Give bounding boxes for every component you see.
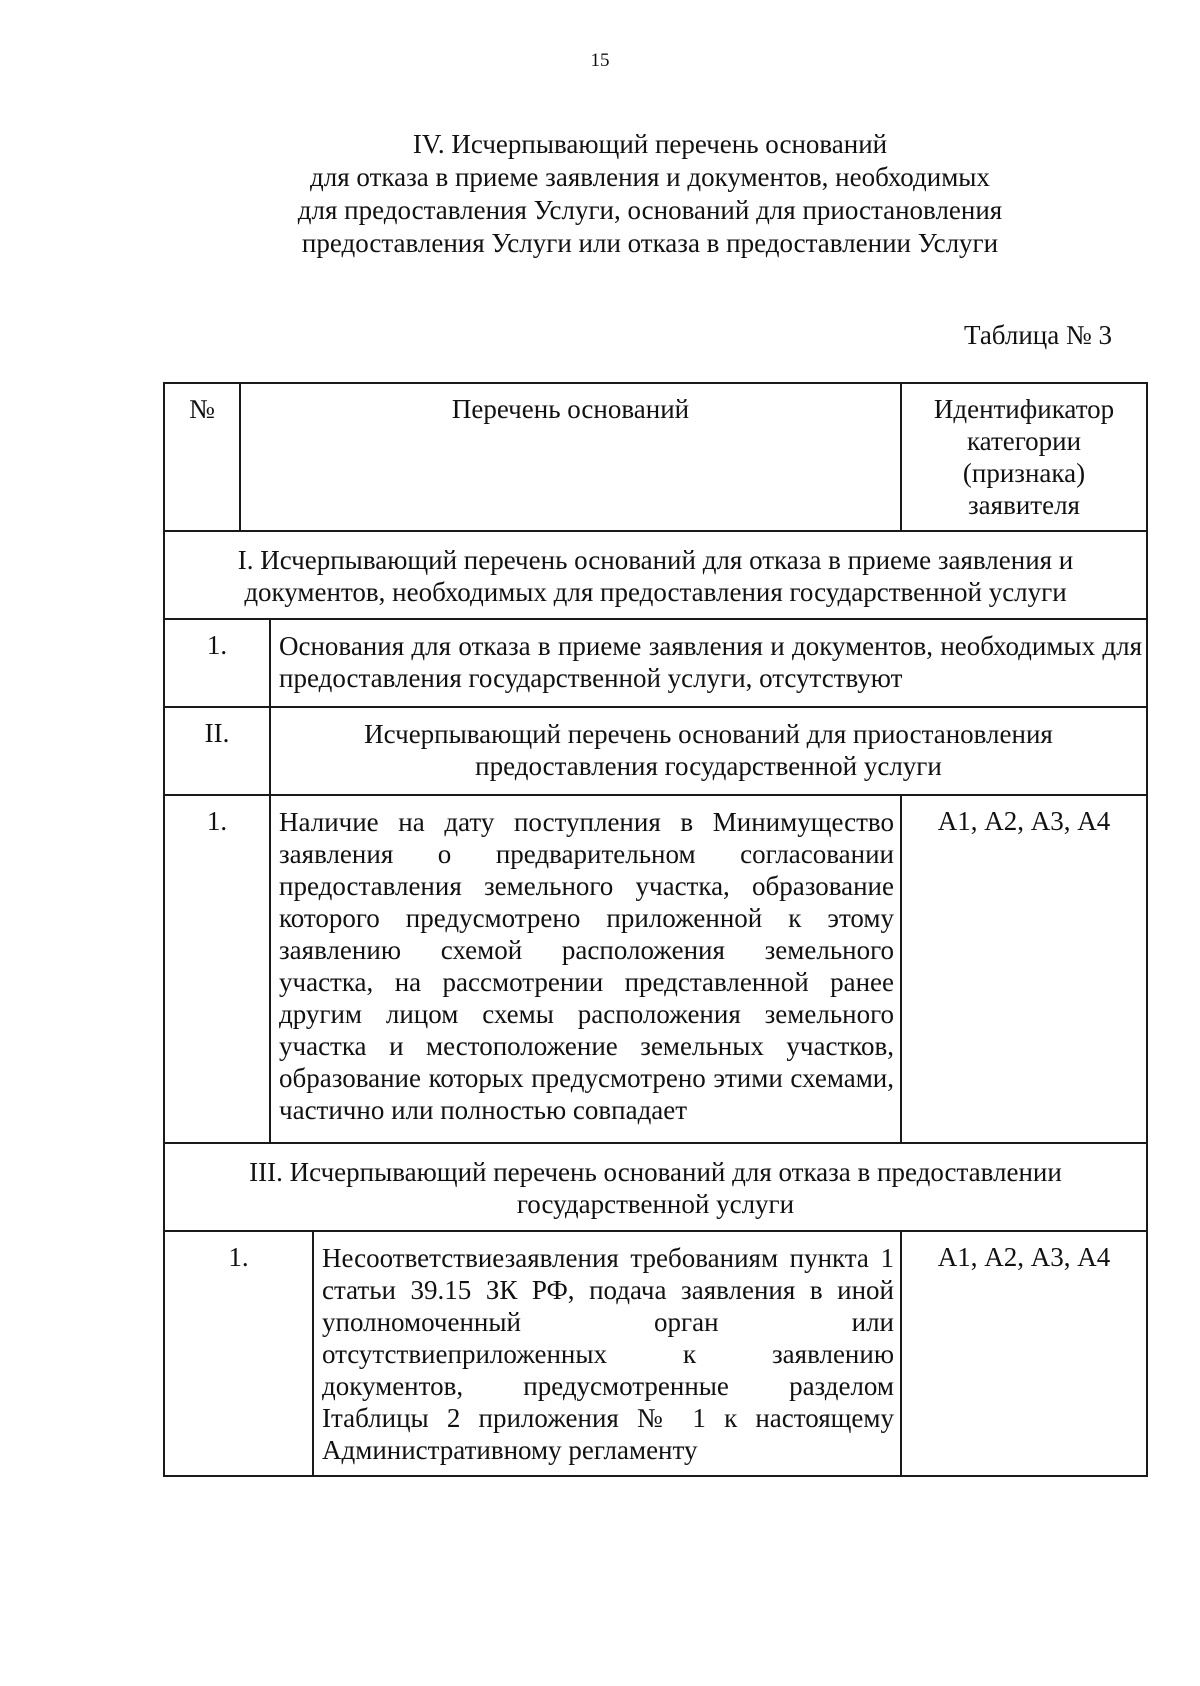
section-title-line: предоставления Услуги или отказа в предоставлении Услуги <box>301 228 999 258</box>
group-label: II. <box>163 706 271 796</box>
row-num: 1. <box>163 618 271 708</box>
group-title: I. Исчерпывающий перечень оснований для отказа в приеме заявления и документов, необходимых для предоставления государственной услуги <box>163 530 1148 620</box>
row-text: Наличие на дату поступления в Минимущество заявления о предварительном согласовании предоставления земельного участка, образование которого предусмотрено приложенной к этому заявлению схемой расположения земельного участка, на рассмотрении представленной ранее другим лицом схемы расположения земельного участка и местоположение земельных участков, образование которых предусмотрено этими схемами, частично или полностью совпадает <box>269 794 902 1144</box>
group-title: III. Исчерпывающий перечень оснований для отказа в предоставлении государственной услуги <box>163 1142 1148 1232</box>
row-identifier: А1, А2, А3, А4 <box>900 1230 1148 1477</box>
row-identifier: А1, А2, А3, А4 <box>900 794 1148 1144</box>
section-title <box>200 128 1100 260</box>
header-list: Перечень оснований <box>239 382 902 532</box>
row-num: 1. <box>163 794 271 1144</box>
header-identifier: Идентификатор категории (признака) заявителя <box>900 382 1148 532</box>
row-text: Основания для отказа в приеме заявления и документов, необходимых для предоставления государственной услуги, отсутствуют <box>269 618 1148 708</box>
table-caption: Таблица № 3 <box>964 320 1112 350</box>
header-num: № <box>163 382 241 532</box>
section-title-line: IV. Исчерпывающий перечень оснований <box>412 129 888 159</box>
section-title-line: для отказа в приеме заявления и документов, необходимых <box>310 162 990 192</box>
page-number: 15 <box>590 50 610 71</box>
row-text: Несоответствиезаявления требованиям пункта 1 статьи 39.15 ЗК РФ, подача заявления в иной уполномоченный орган или отсутствиеприложенных к заявлению документов, предусмотренные разделом Iтаблицы 2 приложения № 1 к настоящему Административному регламенту <box>312 1230 902 1477</box>
grounds-table <box>163 382 1148 1477</box>
section-title-line: для предоставления Услуги, оснований для приостановления <box>297 195 1003 225</box>
group-title: Исчерпывающий перечень оснований для приостановления предоставления государственной услуги <box>269 706 1148 796</box>
row-num: 1. <box>163 1230 314 1477</box>
